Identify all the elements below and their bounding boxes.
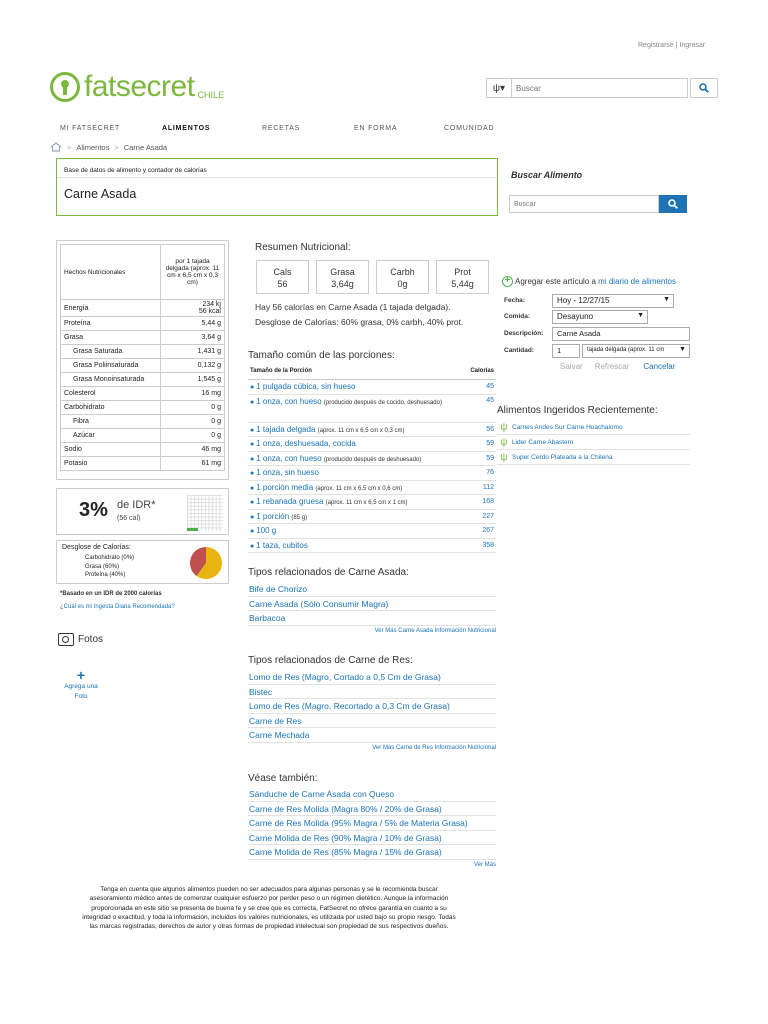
related-asada-title: Tipos relacionados de Carne Asada:: [248, 567, 409, 578]
disclaimer: Tenga en cuenta que algunos alimentos pueden no ser adecuados para algunas personas y se le recomienda buscar asesoramiento médico antes de comenzar cualquier esfuerzo por perder peso o un régimen dietético. Aunque la información proporcionada en este sitio se presenta de buena fe y se cree que es correcta, FatSecret no ofrece garantía en cuanto a su integridad o exactitud, y toda la información, incluidos los valores nutricionales, es utilizada por usted bajo su propio riesgo. Todas las marcas registradas, derechos de autor y otras formas de propiedad intelectual son propiedad de sus respectivos dueños.: [82, 886, 456, 931]
calorie-breakdown-title: Desglose de Calorías:: [62, 544, 131, 551]
portion-label: 1 porción media: [256, 482, 314, 492]
description-input[interactable]: [552, 327, 690, 341]
search-type-selector[interactable]: [486, 78, 512, 98]
meal-select[interactable]: [552, 310, 648, 324]
logo-country: CHILE: [197, 90, 225, 100]
nutrition-header-label: Hechos Nutricionales: [61, 245, 161, 300]
description-value: Carne Asada: [557, 329, 601, 338]
nutrient-value: 3,64 g: [161, 331, 225, 345]
fat-label: Grasa: [330, 267, 355, 277]
logo-wordmark: fatsecret: [84, 70, 195, 103]
more-see-also-link[interactable]: Ver Más: [473, 861, 496, 868]
add-photo-button[interactable]: [58, 668, 104, 702]
bullet-icon: ●: [250, 470, 255, 478]
carb-value: 0g: [397, 279, 408, 289]
food-diary-link[interactable]: mi diario de alimentos: [598, 277, 676, 286]
nutrient-value: 1,545 g: [161, 373, 225, 387]
keyhole-icon: [50, 72, 80, 102]
cals-label: Cals: [273, 267, 292, 277]
portion-calories: 76: [486, 469, 494, 477]
portion-row[interactable]: [248, 510, 496, 525]
recent-food-label: Super Cerdo Plateada a la Chilena: [512, 453, 613, 461]
recent-food-label: Carnes Andes Sur Carne Huachalomo: [512, 423, 623, 431]
bullet-icon: ●: [250, 384, 255, 392]
fat-breakdown: Grasa (60%): [85, 563, 120, 570]
nutrition-row: [61, 387, 225, 401]
portion-size-header: Tamaño de la Porción: [250, 368, 312, 374]
portion-row[interactable]: [248, 452, 496, 467]
list-item[interactable]: Sánduche de Carne Asada con Queso: [248, 787, 496, 802]
nutrition-row: [61, 457, 225, 471]
breadcrumb-alimentos[interactable]: Alimentos: [76, 142, 110, 152]
protein-box: [436, 260, 489, 294]
list-item[interactable]: Lomo de Res (Magro, Cortado a 0,5 Cm de Grasa): [248, 670, 496, 685]
nutrition-facts-panel: [56, 240, 229, 480]
portion-label: 100 g: [256, 526, 277, 536]
nutrient-value: 16 mg: [161, 387, 225, 401]
date-select[interactable]: [552, 294, 674, 308]
portion-name: [250, 454, 421, 463]
nutrient-value: 5,44 g: [161, 317, 225, 331]
calorie-pie-chart: [188, 545, 224, 581]
photos-section: [58, 633, 103, 646]
refresh-button[interactable]: Refrescar: [594, 362, 630, 371]
top-links-separator: |: [675, 42, 678, 49]
portions-header: [248, 368, 496, 380]
bullet-icon: ●: [250, 499, 255, 507]
portion-row[interactable]: [248, 481, 496, 496]
plus-icon: +: [76, 667, 86, 683]
unit-value: tajada delgada (aprox. 11 cm: [587, 347, 665, 353]
list-item[interactable]: Barbacoa: [248, 611, 496, 626]
portion-detail: (producido después de cocido, deshuesado): [323, 399, 442, 406]
recent-food-item[interactable]: [497, 450, 690, 465]
main-nav: [60, 125, 524, 132]
food-search-input[interactable]: [509, 195, 659, 213]
serving-size: por 1 tajada delgada (aprox. 11 cm x 6,5 cm x 0,3 cm): [161, 245, 225, 300]
list-item[interactable]: Bife de Chorizo: [248, 582, 496, 597]
portion-detail: (85 g): [291, 514, 308, 521]
idr-label: de IDR*: [117, 499, 156, 511]
list-item[interactable]: Bistec: [248, 685, 496, 700]
list-item[interactable]: Carne Molida de Res (85% Magra / 15% de Grasa): [248, 845, 496, 860]
chevron-right-icon: >: [67, 142, 72, 152]
idr-fill: [187, 528, 198, 531]
calorie-sentence: Hay 56 calorías en Carne Asada (1 tajada delgada).: [255, 302, 451, 312]
nutrient-label: Fibra: [61, 415, 161, 429]
quantity-input[interactable]: [552, 344, 580, 358]
idr-box: [56, 488, 229, 535]
portion-row[interactable]: [248, 524, 496, 539]
logo[interactable]: [50, 72, 224, 102]
related-asada-list: [248, 582, 496, 634]
portion-calories: 168: [482, 498, 494, 506]
carb-breakdown: Carbohidrato (0%): [85, 555, 135, 561]
list-item[interactable]: Carne de Res: [248, 714, 496, 729]
recent-food-item[interactable]: [497, 420, 690, 435]
unit-select[interactable]: [582, 344, 690, 358]
header-search-button[interactable]: [690, 78, 718, 98]
login-link[interactable]: Ingresar: [679, 42, 706, 49]
date-value: Hoy - 12/27/15: [557, 296, 610, 305]
diary-actions: [560, 362, 675, 371]
meal-value: Desayuno: [557, 312, 594, 321]
portion-label: 1 onza, sin hueso: [256, 468, 319, 478]
portion-name: [250, 526, 276, 535]
nutrient-value: 0 g: [161, 415, 225, 429]
search-icon: [668, 199, 678, 209]
nutrient-label: Proteína: [61, 317, 161, 331]
food-title-box: [56, 158, 498, 216]
bullet-icon: ●: [250, 528, 255, 536]
nav-en-forma[interactable]: EN FORMA: [354, 125, 398, 132]
nutrient-label: Azúcar: [61, 429, 161, 443]
idr-percent: 3%: [79, 499, 108, 521]
related-res-list: [248, 670, 496, 751]
add-to-diary: [502, 276, 676, 287]
portion-label: 1 rebanada gruesa: [256, 497, 324, 507]
nutrition-row: [61, 429, 225, 443]
camera-icon: [58, 633, 74, 646]
dropdown-arrow-icon: ▼: [637, 312, 644, 319]
portion-row[interactable]: [248, 437, 496, 452]
portion-name: [250, 382, 355, 391]
carb-box: [376, 260, 429, 294]
food-search-button[interactable]: [659, 195, 687, 213]
portion-row[interactable]: [248, 495, 496, 510]
breadcrumb: [50, 142, 167, 152]
nav-comunidad[interactable]: COMUNIDAD: [444, 125, 495, 132]
list-item[interactable]: Lomo de Res (Magro, Recortado a 0,3 Cm de Grasa): [248, 699, 496, 714]
nutrient-label: Carbohidrato: [61, 401, 161, 415]
protein-label: Prot: [454, 267, 471, 277]
quantity-label: Cantidad:: [504, 347, 534, 354]
portion-name: [250, 425, 405, 434]
portion-label: 1 taza, cubitos: [256, 540, 308, 550]
nutrient-value: 234 kj 56 kcal: [161, 300, 225, 317]
dropdown-arrow-icon: ▼: [679, 346, 686, 353]
nutrient-value: 0 g: [161, 401, 225, 415]
portion-label: 1 onza, con hueso: [256, 453, 322, 463]
portion-label: 1 tajada delgada: [256, 424, 316, 434]
add-to-diary-label: Agregar este artículo a: [515, 277, 596, 286]
portion-name: [250, 468, 319, 477]
portion-name: [250, 439, 356, 448]
more-asada-link[interactable]: Ver Más Carne Asada Información Nutricional: [374, 627, 496, 634]
portion-name: [250, 497, 408, 506]
fork-knife-icon: ψ▾: [492, 82, 506, 94]
cals-box: [256, 260, 309, 294]
nutrition-row: [61, 345, 225, 359]
breadcrumb-current: Carne Asada: [123, 142, 168, 152]
nutrition-row: [61, 317, 225, 331]
portion-name: [250, 397, 442, 406]
nutrient-label: Potasio: [61, 457, 161, 471]
portion-calories: 267: [482, 527, 494, 535]
nutrition-table: [60, 244, 225, 471]
bullet-icon: ●: [250, 513, 255, 521]
portion-detail: (aprox. 11 cm x 6,5 cm x 0,6 cm): [315, 485, 403, 492]
header-search: [486, 78, 718, 98]
nutrient-label: Energía: [61, 300, 161, 317]
portion-name: [250, 541, 308, 550]
portion-label: 1 onza, deshuesada, cocida: [256, 439, 356, 449]
calorie-breakdown: [56, 540, 229, 584]
nutrient-label: Grasa Monoinsaturada: [61, 373, 161, 387]
food-search: [509, 195, 687, 213]
idr-info-link[interactable]: ¿Cuál es mi Ingesta Diaria Recomendada?: [60, 604, 175, 610]
search-icon: [699, 83, 709, 93]
add-circle-icon[interactable]: +: [502, 276, 513, 287]
bullet-icon: ●: [250, 441, 255, 449]
portion-row[interactable]: [248, 466, 496, 481]
food-search-title: Buscar Alimento: [511, 170, 583, 180]
cancel-button[interactable]: Cancelar: [643, 362, 676, 371]
portion-calories: 45: [486, 383, 494, 391]
fat-box: [316, 260, 369, 294]
portion-calories: 59: [486, 440, 494, 448]
portion-detail: (producido después de deshuesado): [323, 456, 422, 463]
description-label: Descripción:: [504, 330, 544, 337]
portion-calories: 112: [482, 483, 494, 491]
list-item[interactable]: Carne Mechada: [248, 728, 496, 743]
portions-title: Tamaño común de las porciones:: [248, 350, 395, 361]
nutrient-value: 1,431 g: [161, 345, 225, 359]
see-also-title: Véase también:: [248, 773, 318, 784]
nutrient-value: 46 mg: [161, 443, 225, 457]
header-search-input[interactable]: [512, 78, 688, 98]
divider: [57, 177, 497, 178]
portion-label: 1 onza, con hueso: [256, 396, 322, 406]
chevron-right-icon: >: [114, 142, 119, 152]
recent-food-item[interactable]: [497, 435, 690, 450]
fork-knife-icon: ψ: [500, 436, 508, 448]
nutrient-value: 61 mg: [161, 457, 225, 471]
bullet-icon: ●: [250, 455, 255, 463]
add-photo-label: Agrega una Foto: [64, 683, 98, 700]
nutrient-label: Grasa Poliinsaturada: [61, 359, 161, 373]
portion-calories: 45: [486, 396, 494, 404]
fork-knife-icon: ψ: [500, 451, 508, 463]
portion-calories: 59: [486, 454, 494, 462]
fork-knife-icon: ψ: [500, 421, 508, 433]
recent-foods-title: Alimentos Ingeridos Recientemente:: [497, 405, 658, 416]
photos-title: Fotos: [78, 634, 104, 645]
idr-footnote: *Basado en un IDR de 2000 calorías: [60, 591, 162, 597]
summary-title: Resumen Nutricional:: [255, 242, 351, 253]
save-button[interactable]: Salvar: [560, 362, 583, 371]
list-item[interactable]: Carne de Res Molida (Magra 80% / 20% de Grasa): [248, 802, 496, 817]
top-links: [638, 42, 705, 49]
nutrition-row: [61, 300, 225, 317]
nutrient-label: Grasa: [61, 331, 161, 345]
nutrient-value: 0,132 g: [161, 359, 225, 373]
nutrient-label: Sodio: [61, 443, 161, 457]
dropdown-arrow-icon: ▼: [663, 296, 670, 303]
portion-detail: (aprox. 11 cm x 6,5 cm x 1 cm): [325, 500, 408, 507]
list-item[interactable]: Carne Molida de Res (90% Magra / 10% de Grasa): [248, 831, 496, 846]
nutrient-label: Grasa Saturada: [61, 345, 161, 359]
list-item[interactable]: Carne Asada (Sólo Consumir Magra): [248, 597, 496, 612]
cals-value: 56: [277, 279, 288, 289]
register-link[interactable]: Registrarse: [638, 42, 674, 49]
portions-table: [248, 368, 496, 553]
nutrient-value: 0 g: [161, 429, 225, 443]
related-res-title: Tipos relacionados de Carne de Res:: [248, 655, 413, 666]
see-also-list: [248, 787, 496, 868]
date-label: Fecha:: [504, 297, 525, 304]
more-res-link[interactable]: Ver Más Carne de Res Información Nutricional: [372, 744, 496, 751]
nutrition-row: [61, 401, 225, 415]
portion-calories: 56: [486, 425, 494, 433]
portion-row[interactable]: [248, 423, 496, 438]
nutrition-row: [61, 415, 225, 429]
portion-label: 1 porción: [256, 511, 290, 521]
nav-mi-fatsecret[interactable]: MI FATSECRET: [60, 125, 121, 132]
portion-row[interactable]: [248, 539, 496, 554]
portion-name: [250, 483, 402, 492]
nav-recetas[interactable]: RECETAS: [262, 125, 301, 132]
portion-calories: 358: [482, 541, 494, 549]
idr-grid: [187, 495, 223, 531]
portion-row[interactable]: [248, 395, 496, 423]
page-title: Carne Asada: [64, 187, 137, 201]
calories-header: Calorías: [470, 368, 494, 374]
portion-name: [250, 512, 307, 521]
list-item[interactable]: Carne de Res Molida (95% Magra / 5% de Materia Grasa): [248, 816, 496, 831]
portion-label: 1 pulgada cúbica, sin hueso: [256, 382, 356, 392]
nutrition-row: [61, 443, 225, 457]
nutrition-row: [61, 331, 225, 345]
breakdown-sentence: Desglose de Calorías: 60% grasa, 0% carbh, 40% prot.: [255, 317, 464, 327]
home-icon[interactable]: [50, 142, 62, 152]
nutrient-label: Colesterol: [61, 387, 161, 401]
bullet-icon: ●: [250, 426, 255, 434]
fat-value: 3,64g: [331, 279, 354, 289]
bullet-icon: ●: [250, 542, 255, 550]
nav-alimentos[interactable]: ALIMENTOS: [162, 125, 211, 132]
portion-row[interactable]: [248, 380, 496, 395]
bullet-icon: ●: [250, 398, 255, 406]
meal-label: Comida:: [504, 313, 530, 320]
protein-value: 5,44g: [451, 279, 474, 289]
protein-breakdown: Proteína (40%): [85, 572, 126, 578]
quantity-value: 1: [557, 346, 562, 355]
bullet-icon: ●: [250, 484, 255, 492]
nutrition-row: [61, 373, 225, 387]
portion-calories: 227: [482, 512, 494, 520]
portion-detail: (aprox. 11 cm x 6,5 cm x 0,3 cm): [317, 427, 405, 434]
recent-food-label: Lider Carne Abastero: [512, 438, 574, 446]
idr-kcal: (56 cal): [117, 515, 141, 522]
nutrition-row: [61, 359, 225, 373]
carb-label: Carbh: [390, 267, 415, 277]
title-box-subtitle: Base de datos de alimento y contador de calorías: [64, 167, 207, 174]
